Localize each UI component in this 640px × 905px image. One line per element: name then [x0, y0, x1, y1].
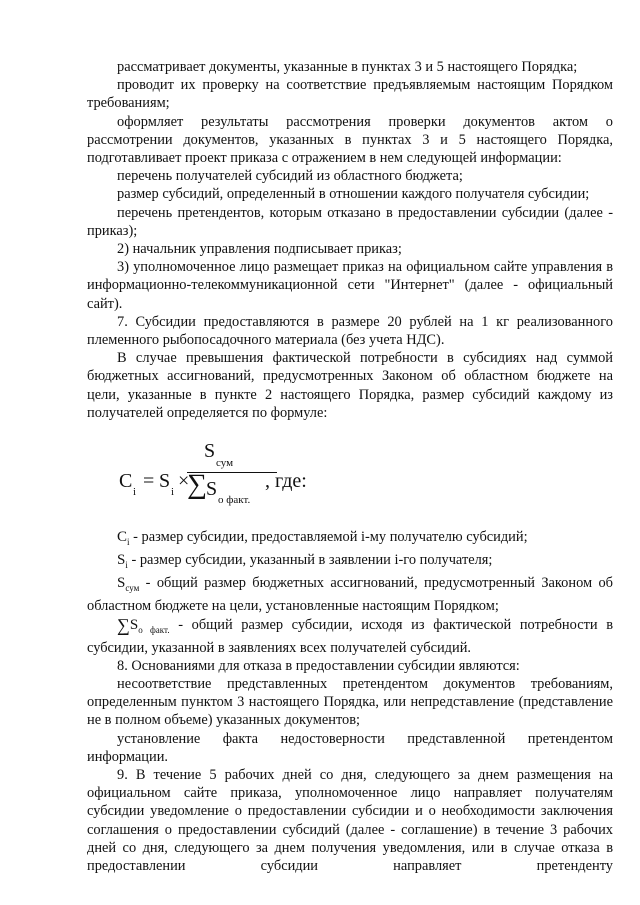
paragraph: оформляет результаты рассмотрения проверки документов актом о рассмотрении документов, указанных в пунктах 3 и 5 настоящего Порядка, подготавливает проект приказа с отражением в нем следующей информации:	[87, 113, 613, 167]
document-page	[87, 58, 613, 875]
formula-s: S	[159, 470, 171, 493]
formula-tail: , где:	[265, 470, 307, 493]
definition-si: $S_i$ - размер субсидии, указанный в заявлении i-го получателя;	[117, 552, 493, 571]
paragraph: 7. Субсидии предоставляются в размере 20 рублей на 1 кг реализованного племенного рыбопосадочного материала (без учета НДС).	[87, 313, 613, 349]
paragraph: проводит их проверку на соответствие предъявляемым настоящим Порядком требованиям;	[87, 77, 613, 112]
paragraph: перечень получателей субсидий из областного бюджета;	[117, 168, 463, 185]
formula-times: ×	[178, 470, 190, 493]
formula-lhs-sub: i	[133, 486, 137, 499]
paragraph: перечень претендентов, которым отказано в предоставлении субсидии (далее - приказ);	[87, 204, 613, 239]
paragraph: установление факта недостоверности представленной претендентом информации.	[87, 730, 613, 765]
paragraph: 2) начальник управления подписывает приказ;	[117, 241, 402, 258]
formula-sigma: ∑	[187, 469, 207, 501]
formula-equals: =	[143, 470, 155, 493]
definition-ssum: $S_{сум}$ - общий размер бюджетных ассигнований, предусмотренный Законом об областном бюджете на цели, установленные настоящим Порядком;	[87, 575, 613, 615]
formula-denominator: S	[206, 478, 218, 501]
definition-sfact: $\sum S_{о факт.}$ - общий размер субсидии, исходя из фактической потребности в субсидии, указанной в заявлениях всех получателей субсидий.	[87, 614, 614, 656]
formula-numerator: S	[204, 440, 216, 463]
paragraph: несоответствие представленных претендентом документов требованиям, определенным пунктом 3 настоящего Порядка, или непредставление (представление не в полном объеме) указанных документов;	[87, 675, 613, 729]
paragraph: рассматривает документы, указанные в пунктах 3 и 5 настоящего Порядка;	[117, 59, 578, 75]
paragraph: размер субсидий, определенный в отношении каждого получателя субсидии;	[117, 186, 590, 203]
paragraph: В случае превышения фактической потребности в субсидиях над суммой бюджетных ассигнований, предусмотренных Законом об областном бюджете на цели, указанные в пункте 2 настоящего Порядка, размер субсидий каждому из получателей определяется по формуле:	[87, 350, 613, 421]
formula-numerator-sub: сум	[216, 457, 234, 470]
paragraph: 3) уполномоченное лицо размещает приказ на официальном сайте управления в информационно-телекоммуникационной сети "Интернет" (далее - официальный сайт).	[87, 259, 613, 312]
definition-ci: $C_i$ - размер субсидии, предоставляемой i-му получателю субсидий;	[117, 529, 528, 547]
subsidy-formula	[87, 428, 613, 520]
paragraph: 8. Основаниями для отказа в предоставлении субсидии являются:	[117, 657, 520, 674]
formula-s-sub: i	[171, 486, 175, 499]
formula-denominator-sub: о факт.	[218, 494, 251, 507]
formula-lhs: C	[119, 470, 133, 493]
paragraph: 9. В течение 5 рабочих дней со дня, следующего за днем размещения на официальном сайте приказа, уполномоченное лицо направляет получателям субсидии уведомление о предоставлении субсидии и о необходимости заключения соглашения о предоставлении субсидий (далее - соглашение) в течение 3 рабочих дней со дня, следующего за днем получения уведомления, или в случае отказа в предоставлении субсидии направляет претенденту	[87, 767, 613, 875]
